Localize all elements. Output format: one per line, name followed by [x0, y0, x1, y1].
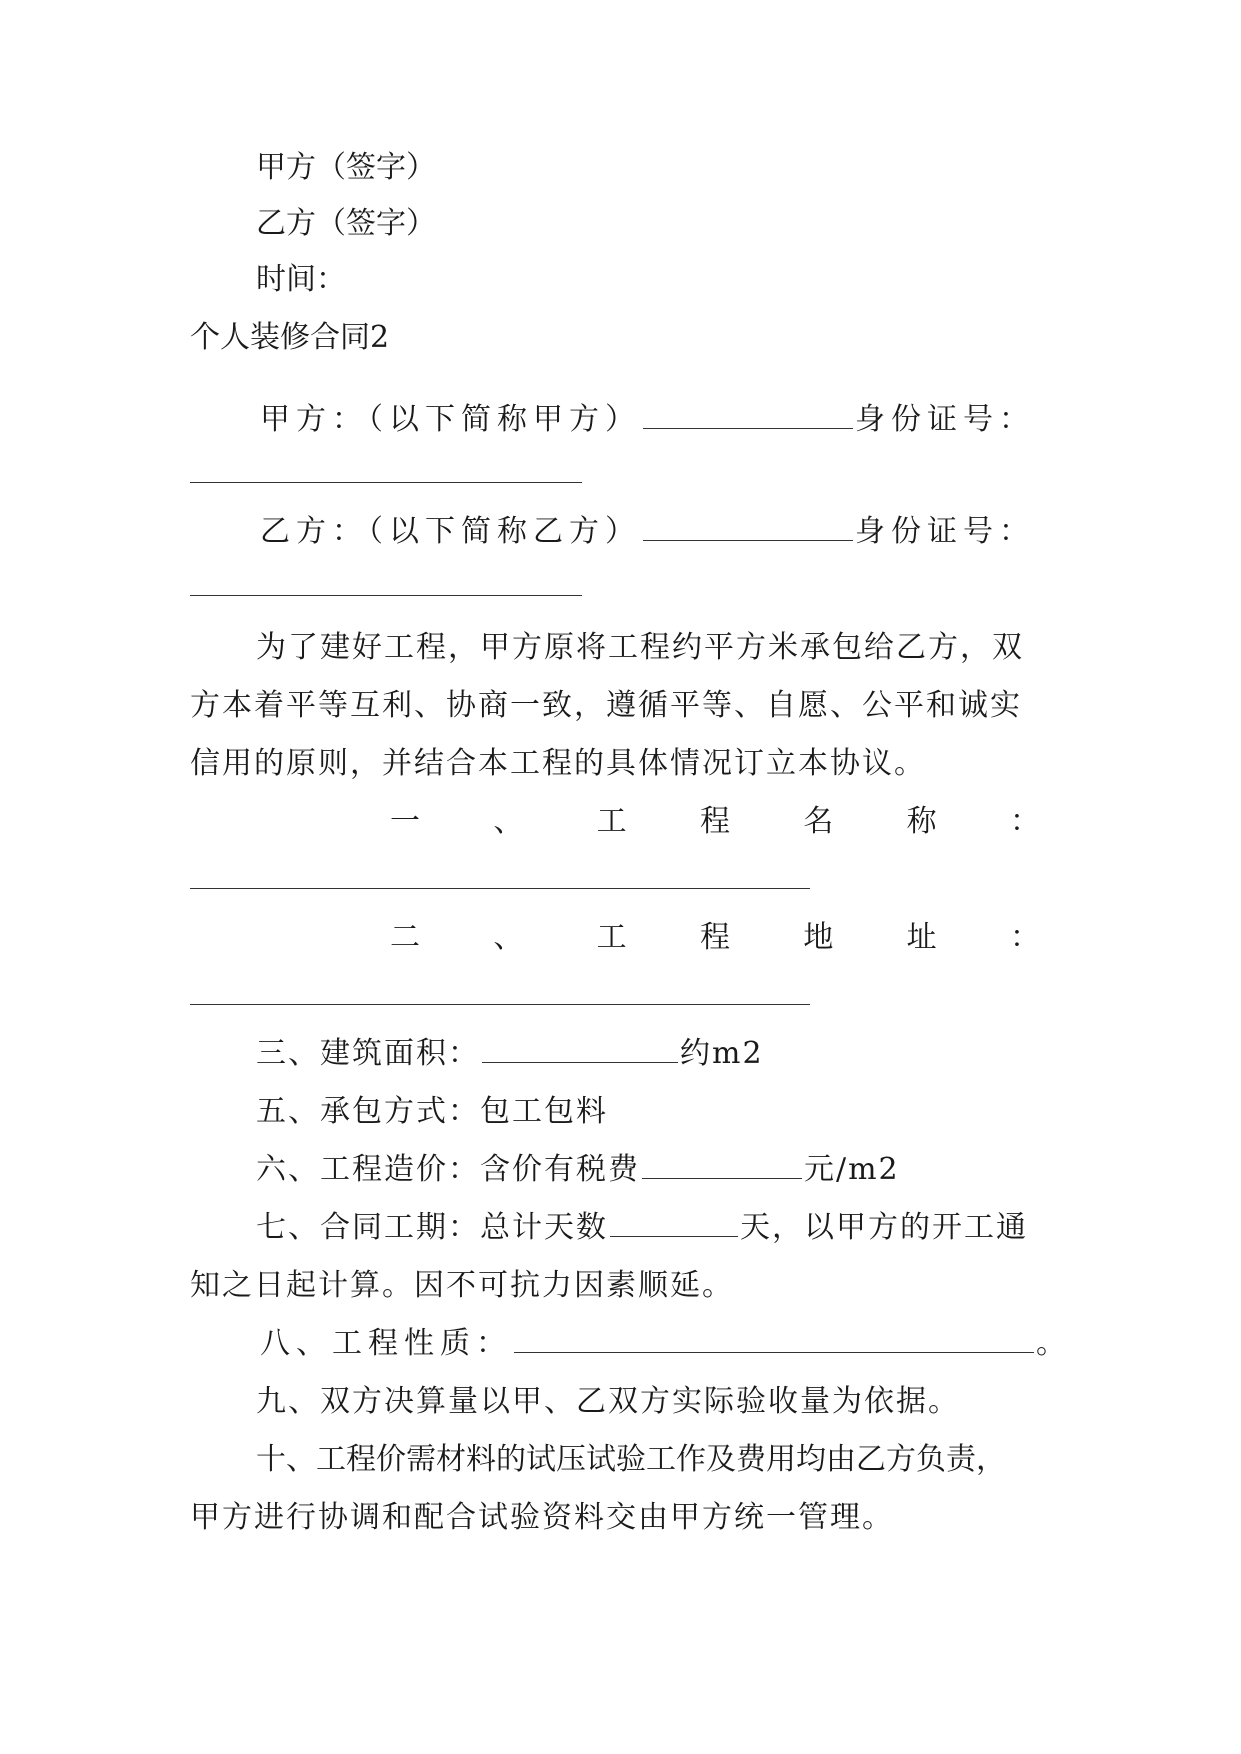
intro-line-2: 方本着平等互利、协商一致，遵循平等、自愿、公平和诚实: [190, 688, 1022, 723]
clause-3-label: 三、建筑面积：: [256, 1036, 480, 1071]
clause-2-char: 址: [906, 920, 937, 955]
party-b-line: [260, 512, 1035, 552]
clause-1-char: 程: [699, 804, 730, 839]
project-name-blank: [190, 888, 810, 889]
clause-2-char: 工: [596, 920, 627, 955]
clause-2-char: ：: [1009, 920, 1040, 955]
intro-line-3: 信用的原则，并结合本工程的具体情况订立本协议。: [190, 746, 926, 781]
clause-1-char: ：: [1009, 804, 1040, 839]
clause-6: [256, 1150, 900, 1190]
party-b-label: 乙方：（以下简称乙方）: [260, 514, 641, 549]
clause-10-line-1: 十、工程价需材料的试压试验工作及费用均由乙方负责，: [256, 1442, 1006, 1477]
clause-1-char: 工: [596, 804, 627, 839]
party-b-name-blank: [643, 514, 853, 541]
clause-2-char: 程: [699, 920, 730, 955]
party-a-id-label: 身份证号：: [855, 402, 1035, 437]
duration-blank: [610, 1210, 738, 1237]
clause-10-line-2: 甲方进行协调和配合试验资料交由甲方统一管理。: [190, 1500, 894, 1535]
clause-2-char: 、: [493, 920, 524, 955]
clause-1-char: 名: [803, 804, 834, 839]
clause-2-char: 二: [390, 920, 420, 955]
clause-7-rest: 天，以甲方的开工通: [740, 1210, 1028, 1245]
clause-1-char: 一: [390, 804, 420, 839]
clause-7-label: 七、合同工期：总计天数: [256, 1210, 608, 1245]
clause-2-char: 地: [803, 920, 834, 955]
clause-6-unit: 元/m2: [804, 1152, 900, 1187]
clause-7-line-2: 知之日起计算。因不可抗力因素顺延。: [190, 1268, 734, 1303]
clause-6-label: 六、工程造价：含价有税费: [256, 1152, 640, 1187]
party-a-signature-label: 甲方（签字）: [256, 150, 436, 185]
price-blank: [642, 1152, 802, 1179]
signature-date-label: 时间：: [256, 262, 346, 297]
clause-1-heading: [390, 802, 1040, 842]
party-a-label: 甲方：（以下简称甲方）: [260, 402, 641, 437]
project-nature-blank: [514, 1326, 1034, 1353]
clause-8: [260, 1324, 1072, 1364]
clause-8-end: 。: [1036, 1326, 1072, 1361]
party-b-id-label: 身份证号：: [855, 514, 1035, 549]
party-a-line: [260, 400, 1035, 440]
clause-3: [256, 1034, 764, 1074]
clause-3-unit: 约m2: [680, 1036, 764, 1071]
party-a-id-blank: [190, 482, 582, 483]
party-b-id-blank: [190, 595, 582, 596]
contract-title: 个人装修合同2: [190, 320, 390, 355]
project-address-blank: [190, 1004, 810, 1005]
party-a-name-blank: [643, 402, 853, 429]
clause-1-char: 称: [906, 804, 937, 839]
clause-8-label: 八、工程性质：: [260, 1326, 512, 1361]
area-blank: [482, 1036, 678, 1063]
clause-1-char: 、: [493, 804, 524, 839]
clause-9: 九、双方决算量以甲、乙双方实际验收量为依据。: [256, 1384, 960, 1419]
party-b-signature-label: 乙方（签字）: [256, 206, 436, 241]
clause-7-line-1: [256, 1208, 1028, 1248]
intro-line-1: 为了建好工程，甲方原将工程约平方米承包给乙方，双: [256, 630, 1024, 665]
clause-5: 五、承包方式：包工包料: [256, 1094, 608, 1129]
clause-2-heading: [390, 918, 1040, 958]
